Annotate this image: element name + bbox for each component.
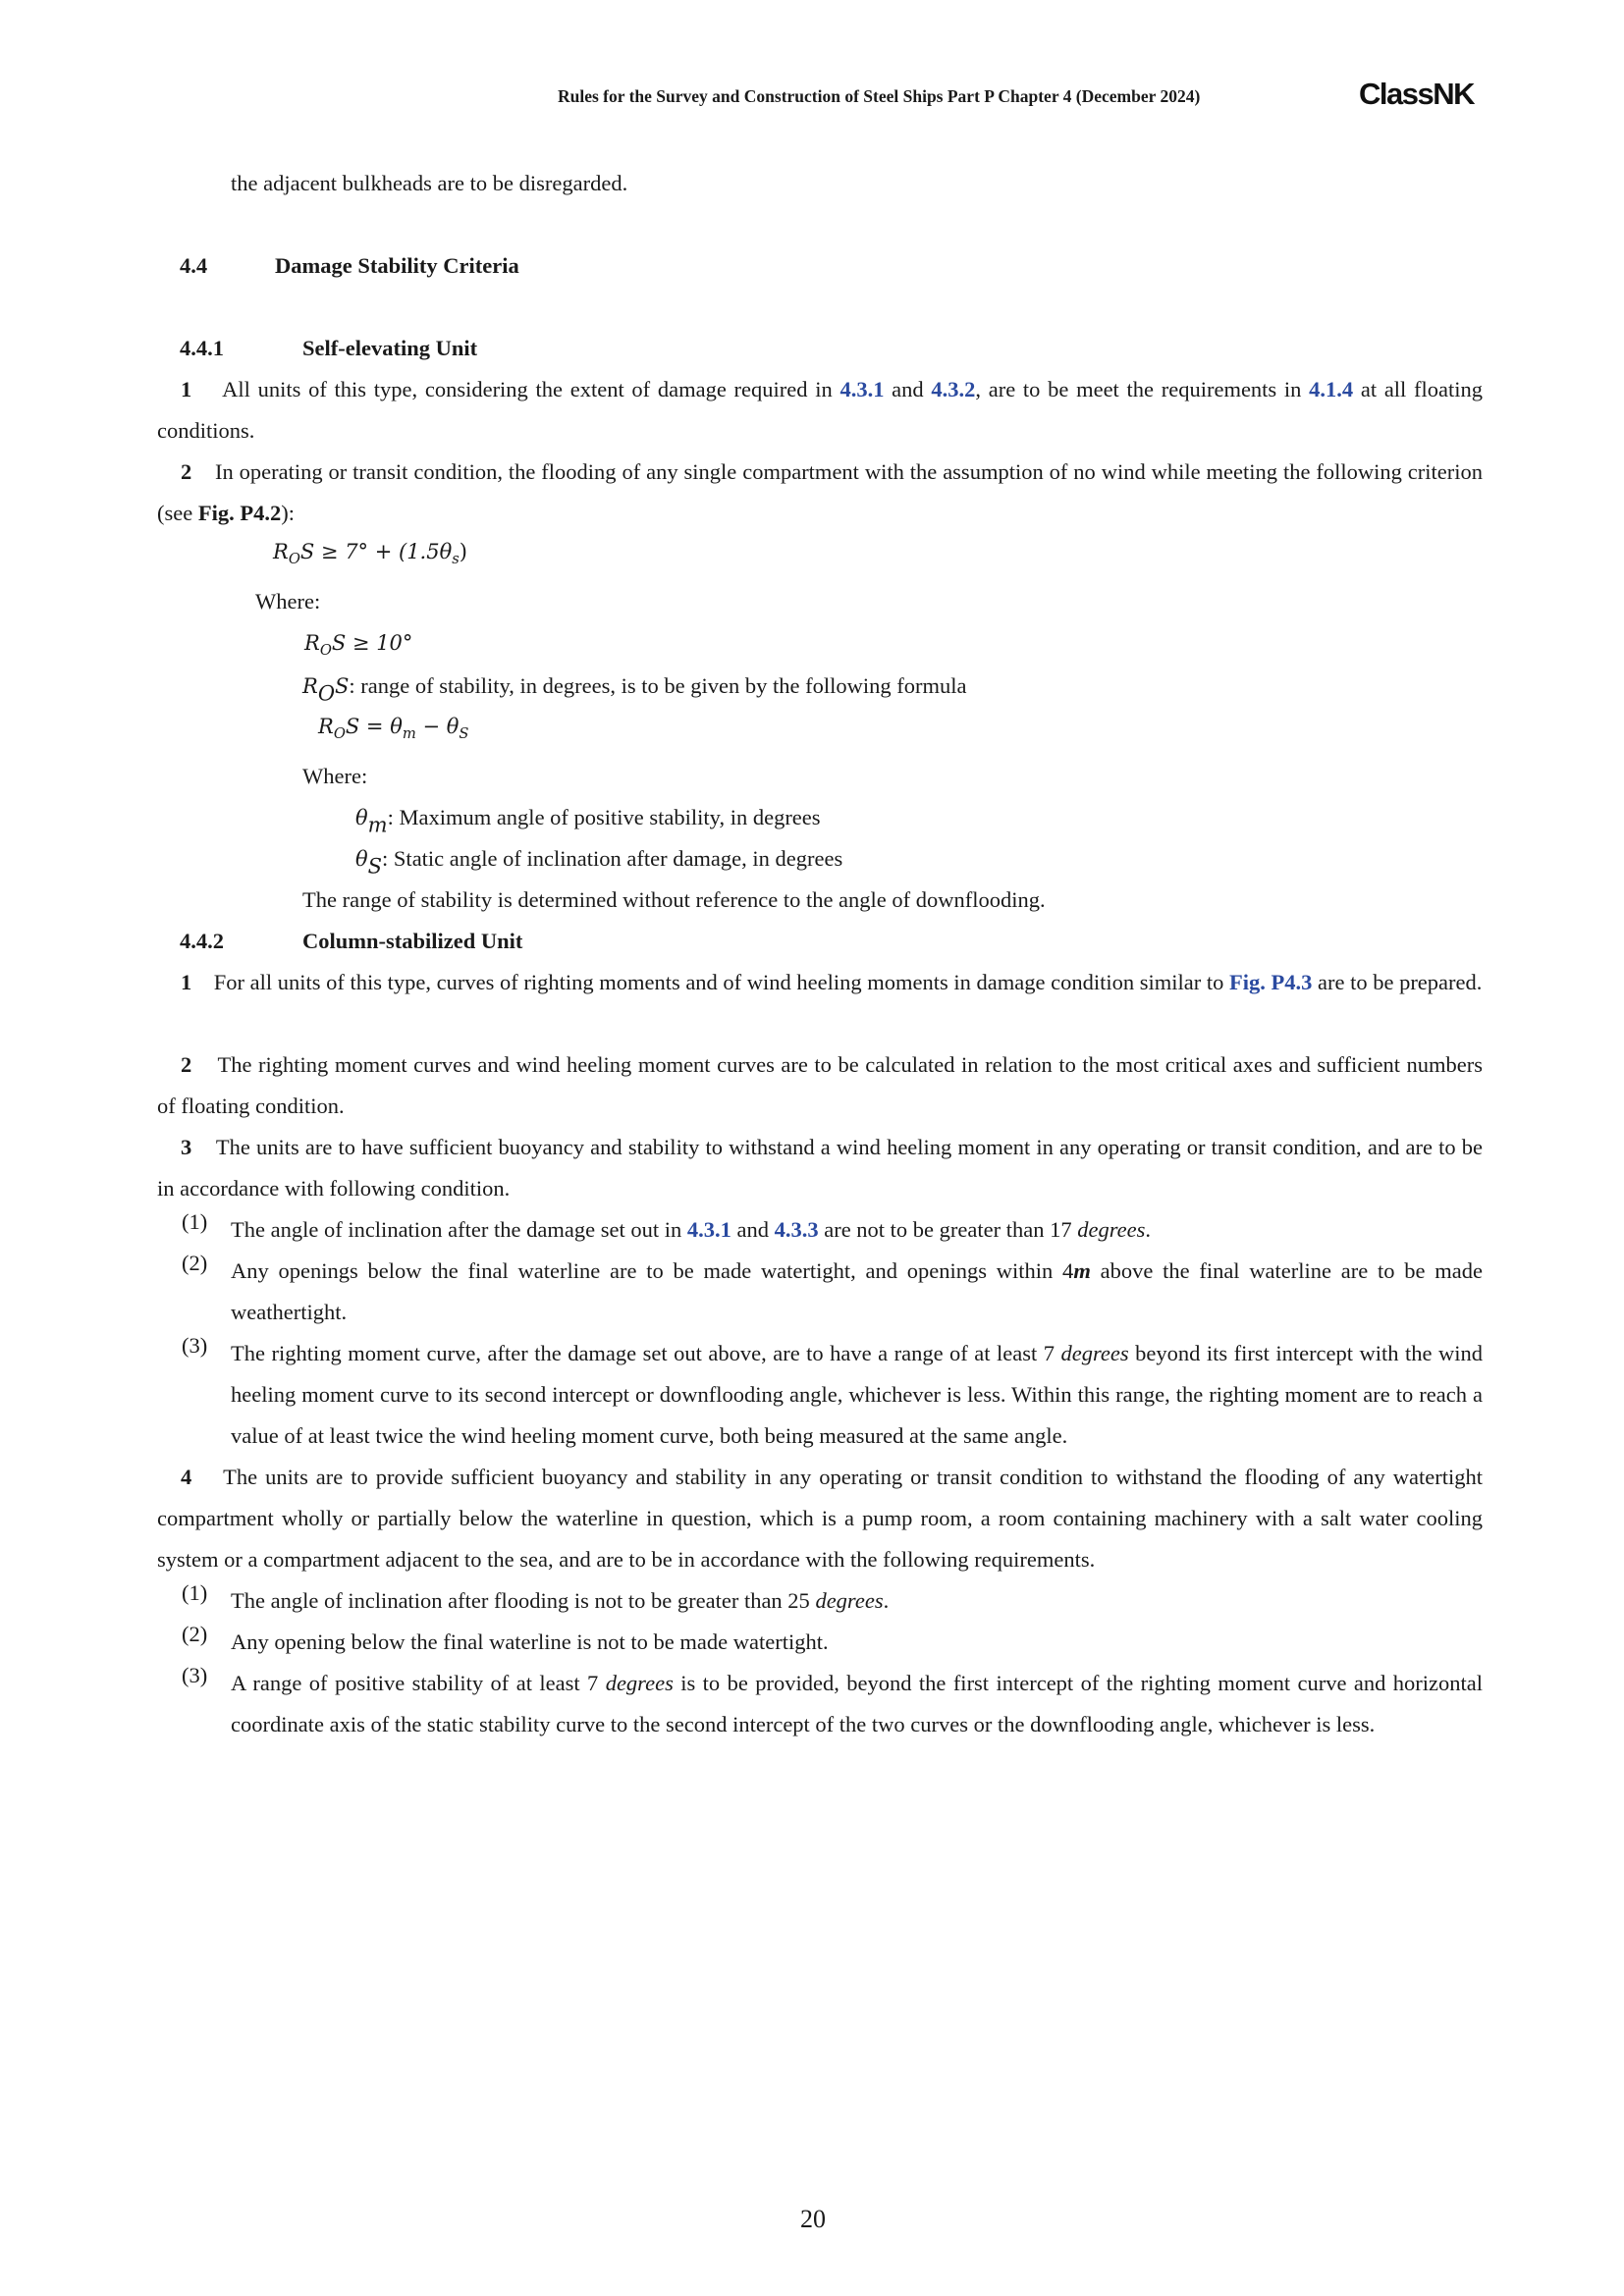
- item-4-3-number: (3): [182, 1663, 208, 1687]
- where-label-2: Where:: [302, 764, 368, 788]
- para-4-4-2-2: 2 The righting moment curves and wind heeling moment curves are to be calculated in relation to the most critical axes and sufficient numbers of floating condition.: [157, 1052, 1484, 1118]
- item-3-2-number: (2): [182, 1251, 208, 1275]
- link-4-1-4[interactable]: 4.1.4: [1309, 377, 1354, 401]
- classnk-logo: ClassNK: [1359, 77, 1474, 111]
- section-4-4-title: Damage Stability Criteria: [275, 253, 519, 278]
- para-4-4-1-2: 2 In operating or transit condition, the flooding of any single compartment with the assumption of no wind while meeting the following criterion (see Fig. P4.2):: [157, 459, 1483, 525]
- item-4-2-number: (2): [182, 1622, 208, 1646]
- para-4-4-1-1: 1 All units of this type, considering the extent of damage required in 4.3.1 and 4.3.2, are to be meet the requirements in 4.1.4 at all floating conditions.: [157, 377, 1484, 443]
- running-header: Rules for the Survey and Construction of Steel Ships Part P Chapter 4 (December 2024): [558, 86, 1201, 106]
- fig-p4-2-ref: Fig. P4.2: [197, 501, 282, 525]
- continuation-text: the adjacent bulkheads are to be disregarded.: [231, 171, 628, 195]
- formula-ros-min: $R_OS \ge 10^\circ$: [304, 631, 413, 660]
- section-4-4-2-number: 4.4.2: [180, 929, 224, 953]
- theta-s-definition: $\theta_S$: Static angle of inclination after damage, in degrees: [355, 846, 843, 879]
- para-4-4-2-4: 4 The units are to provide sufficient buoyancy and stability in any operating or transit condition to withstand the flooding of any watertight compartment wholly or partially below the waterline in question, which is a pump room, a room containing machinery with a salt water cooling system or a compartment adjacent to the sea, and are to be in accordance with the following requirements.: [157, 1465, 1483, 1572]
- item-4-2: Any opening below the final waterline is not to be made watertight.: [231, 1629, 829, 1654]
- item-3-1-number: (1): [182, 1209, 208, 1234]
- item-4-3: A range of positive stability of at least 7 degrees is to be provided, beyond the first intercept of the righting moment curve and horizontal coordinate axis of the static stability curve to the second intercept of the two curves or the downflooding angle, whichever is less.: [231, 1671, 1483, 1736]
- item-4-1: The angle of inclination after flooding is not to be greater than 25 degrees.: [231, 1588, 890, 1613]
- item-3-3: The righting moment curve, after the damage set out above, are to have a range of at least 7 degrees beyond its first intercept with the wind heeling moment curve to its second intercept or downflooding angle, whichever is less. Within this range, the righting moment are to reach a value of at least twice the wind heeling moment curve, both being measured at the same angle.: [231, 1341, 1483, 1448]
- item-3-3-number: (3): [182, 1333, 208, 1358]
- theta-m-definition: $\theta_m$: Maximum angle of positive stability, in degrees: [355, 805, 821, 837]
- formula-ros-criterion: $R_OS \ge 7^\circ + (1.5\theta_s)$: [273, 540, 467, 568]
- range-of-stability-note: The range of stability is determined without reference to the angle of downflooding.: [302, 887, 1046, 912]
- item-3-1: The angle of inclination after the damage set out in 4.3.1 and 4.3.3 are not to be greater than 17 degrees.: [231, 1217, 1151, 1242]
- formula-ros-definition: $R_OS = \theta_m - \theta_S$: [318, 715, 469, 743]
- link-fig-p4-3[interactable]: Fig. P4.3: [1228, 970, 1313, 994]
- para-4-4-2-3: 3 The units are to have sufficient buoyancy and stability to withstand a wind heeling moment in any operating or transit condition, and are to be in accordance with following condition.: [157, 1135, 1483, 1201]
- section-4-4-2-title: Column-stabilized Unit: [302, 929, 523, 953]
- page-number: 20: [800, 2205, 826, 2233]
- link-4-3-1-b[interactable]: 4.3.1: [686, 1217, 731, 1242]
- section-4-4-number: 4.4: [180, 253, 208, 278]
- section-4-4-1-number: 4.4.1: [180, 336, 224, 360]
- where-label-1: Where:: [255, 589, 321, 614]
- link-4-3-1[interactable]: 4.3.1: [839, 377, 885, 401]
- item-3-2: Any openings below the final waterline are to be made watertight, and openings within 4m above the final waterline are to be made weathertight.: [231, 1258, 1483, 1324]
- para-4-4-2-1: 1 For all units of this type, curves of righting moments and of wind heeling moments in damage condition similar to Fig. P4.3 are to be prepared.: [181, 970, 1483, 994]
- section-4-4-1-title: Self-elevating Unit: [302, 336, 478, 360]
- item-4-1-number: (1): [182, 1580, 208, 1605]
- link-4-3-2[interactable]: 4.3.2: [931, 377, 976, 401]
- link-4-3-3[interactable]: 4.3.3: [774, 1217, 819, 1242]
- ros-definition: $R_OS$: range of stability, in degrees, is to be given by the following formula: [302, 673, 967, 706]
